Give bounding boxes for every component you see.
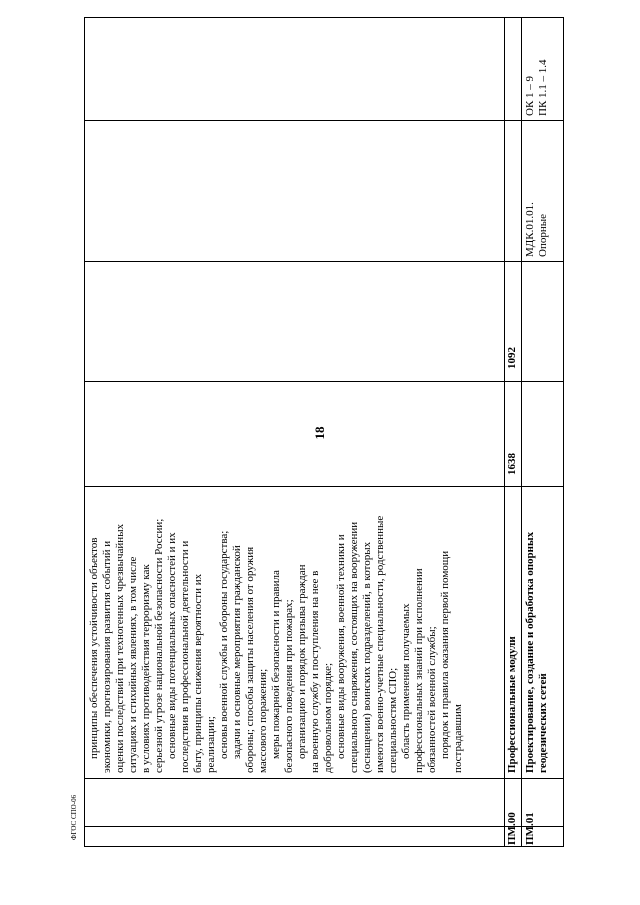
row-hours-max: 1638 — [506, 453, 518, 475]
knowledge-line: профессиональных знаний при исполнении — [413, 568, 425, 773]
row-title — [524, 489, 550, 773]
border-top — [84, 17, 85, 847]
row-separator-2 — [521, 17, 522, 847]
knowledge-line: обязанностей военной службы; — [426, 626, 438, 773]
knowledge-line: имеются военно-учетные специальности, родственные — [374, 515, 386, 773]
knowledge-line: реализации; — [205, 716, 217, 773]
knowledge-line: безопасного поведения при пожарах; — [283, 599, 295, 773]
col-separator-req — [84, 381, 564, 382]
col-separator-max — [84, 486, 564, 487]
mdk-line: МДК.01.01. — [524, 202, 536, 257]
knowledge-line: организацию и порядок призыва граждан — [296, 564, 308, 759]
mdk-line: Опорные — [537, 214, 549, 257]
col-separator-mdk — [84, 261, 564, 262]
title-line: Проектирование, создание и обработка опорных — [524, 531, 536, 773]
knowledge-line: серьезной угрозе национальной безопасности России; — [153, 518, 165, 773]
rotated-table — [84, 17, 564, 847]
knowledge-line: специальностям СПО; — [387, 667, 399, 773]
knowledge-line: оценки последствий при техногенных чрезвычайных — [114, 523, 126, 773]
col-separator-code — [84, 826, 564, 827]
knowledge-line: область применения получаемых — [400, 603, 412, 759]
knowledge-line: обороны; способы защиты населения от оружия — [244, 546, 256, 773]
knowledge-line: экономики, прогнозирования развития событий и — [101, 540, 113, 773]
knowledge-line: быту, принципы снижения вероятности их — [192, 573, 204, 773]
knowledge-line: массового поражения; — [257, 668, 269, 773]
competency-line: ПК 1.1 – 1.4 — [537, 59, 549, 116]
row-hours-required: 1092 — [506, 347, 518, 369]
competency-line: ОК 1 – 9 — [524, 75, 536, 116]
knowledge-line: в условиях противодействия терроризму как — [140, 564, 152, 773]
border-bottom — [563, 17, 564, 847]
knowledge-line: основы военной службы и обороны государства; — [218, 530, 230, 759]
border-left — [84, 846, 564, 847]
knowledge-line: добровольном порядке; — [322, 662, 334, 773]
row-code: ПМ.00 — [506, 812, 518, 845]
knowledge-line: пострадавшим — [452, 704, 464, 773]
row-title: Профессиональные модули — [506, 636, 518, 773]
footer-label: ФГОС СПО-06 — [70, 794, 78, 840]
rotated-table-frame — [84, 17, 564, 847]
knowledge-line: (оснащении) воинских подразделений, в которых — [361, 541, 373, 773]
knowledge-line: основные виды вооружения, военной техники и — [335, 534, 347, 759]
knowledge-line: ситуациях и стихийных явлениях, в том числе — [127, 556, 139, 773]
col-separator-comp — [84, 120, 564, 121]
knowledge-line: последствия в профессиональной деятельности и — [179, 540, 191, 773]
row-competencies — [524, 59, 550, 116]
row-separator-1 — [504, 17, 505, 847]
border-right — [84, 17, 564, 18]
knowledge-line: порядок и правила оказания первой помощи — [439, 550, 451, 759]
knowledge-list — [88, 489, 465, 773]
row-code: ПМ.01 — [524, 812, 536, 845]
page-number: 18 — [312, 426, 327, 440]
row-mdk — [524, 202, 550, 257]
knowledge-line: меры пожарной безопасности и правила — [270, 570, 282, 759]
knowledge-line: на военную службу и поступления на нее в — [309, 570, 321, 773]
col-separator-title — [84, 778, 564, 779]
knowledge-line: специального снаряжения, состоящих на вооружении — [348, 521, 360, 773]
knowledge-line: принципы обеспечения устойчивости объектов — [88, 537, 100, 759]
title-line: геодезических сетей — [537, 673, 549, 773]
knowledge-line: основные виды потенциальных опасностей и их — [166, 532, 178, 759]
knowledge-line: задачи и основные мероприятия гражданской — [231, 545, 243, 759]
